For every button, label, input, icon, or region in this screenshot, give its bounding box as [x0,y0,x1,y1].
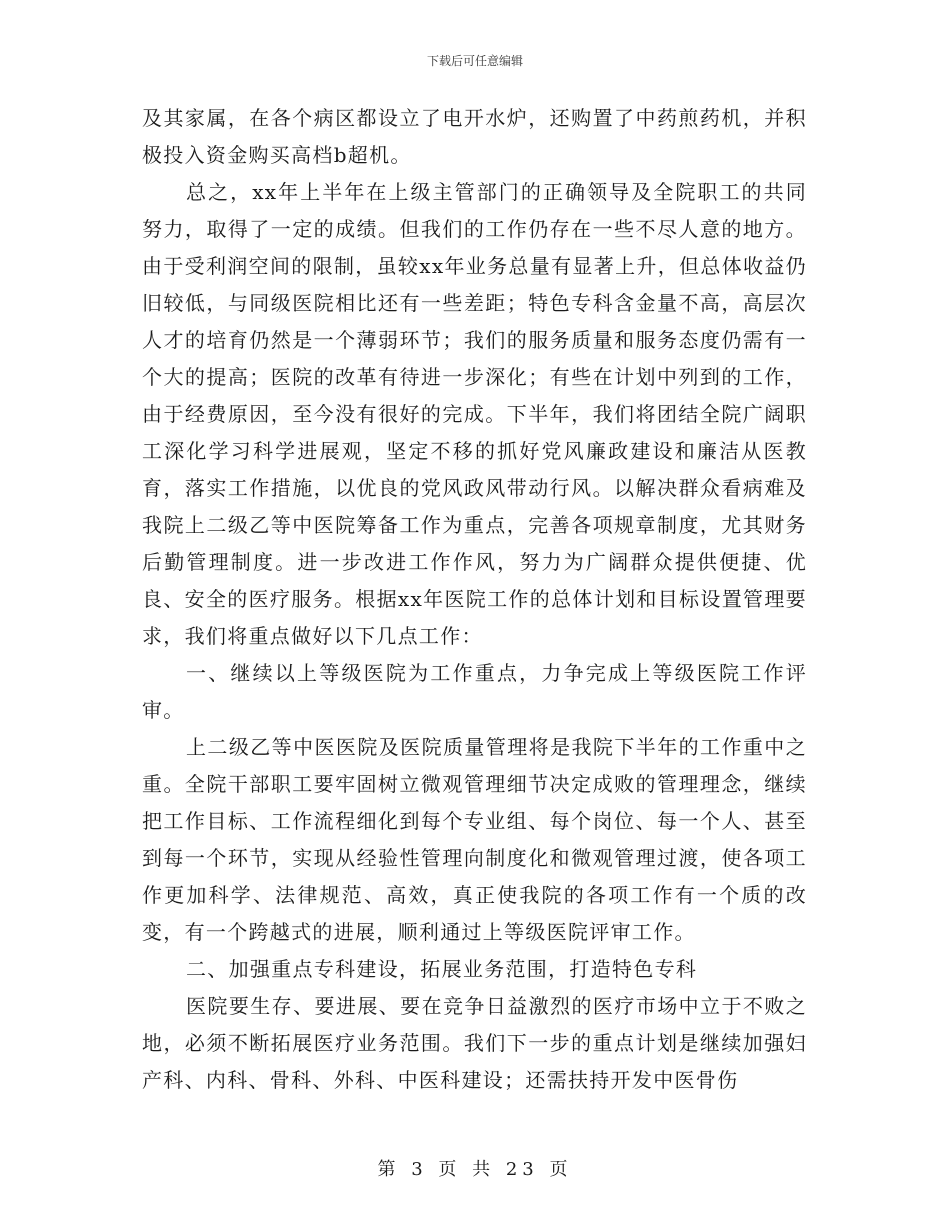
paragraph-4: 医院要生存、要进展、要在竞争日益激烈的医疗市场中立于不败之地，必须不断拓展医疗业务范围。我们下一步的重点计划是继续加强妇产科、内科、骨科、外科、中医科建设；还需扶持开发中医骨伤 [142,994,807,1092]
section-heading-1: 一、继续以上等级医院为工作重点，力争完成上等级医院工作评审。 [142,661,807,722]
paragraph-1: 及其家属，在各个病区都设立了电开水炉，还购置了中药煎药机，并积极投入资金购买高档b超机。 [142,106,807,167]
paragraph-2: 总之，xx年上半年在上级主管部门的正确领导及全院职工的共同努力，取得了一定的成绩。但我们的工作仍存在一些不尽人意的地方。由于受利润空间的限制，虽较xx年业务总量有显著上升，但总体收益仍旧较低，与同级医院相比还有一些差距；特色专科含金量不高，高层次人才的培育仍然是一个薄弱环节；我们的服务质量和服务态度仍需有一个大的提高；医院的改革有待进一步深化；有些在计划中列到的工作，由于经费原因，至今没有很好的完成。下半年，我们将团结全院广阔职工深化学习科学进展观，坚定不移的抓好党风廉政建设和廉洁从医教育，落实工作措施，以优良的党风政风带动行风。以解决群众看病难及我院上二级乙等中医院筹备工作为重点，完善各项规章制度，尤其财务后勤管理制度。进一步改进工作作风，努力为广阔群众提供便捷、优良、安全的医疗服务。根据xx年医院工作的总体计划和目标设置管理要求，我们将重点做好以下几点工作： [142,180,807,648]
paragraph-3: 上二级乙等中医医院及医院质量管理将是我院下半年的工作重中之重。全院干部职工要牢固树立微观管理细节决定成败的管理理念，继续把工作目标、工作流程细化到每个专业组、每个岗位、每一个人、甚至到每一个环节，实现从经验性管理向制度化和微观管理过渡，使各项工作更加科学、法律规范、高效，真正使我院的各项工作有一个质的改变，有一个跨越式的进展，顺利通过上等级医院评审工作。 [142,735,807,944]
document-body [142,100,807,1099]
page-footer: 第 3 页 共 23 页 [377,1159,573,1180]
section-heading-2: 二、加强重点专科建设，拓展业务范围，打造特色专科 [186,957,698,981]
page-header: 下载后可任意编辑 [426,54,523,68]
